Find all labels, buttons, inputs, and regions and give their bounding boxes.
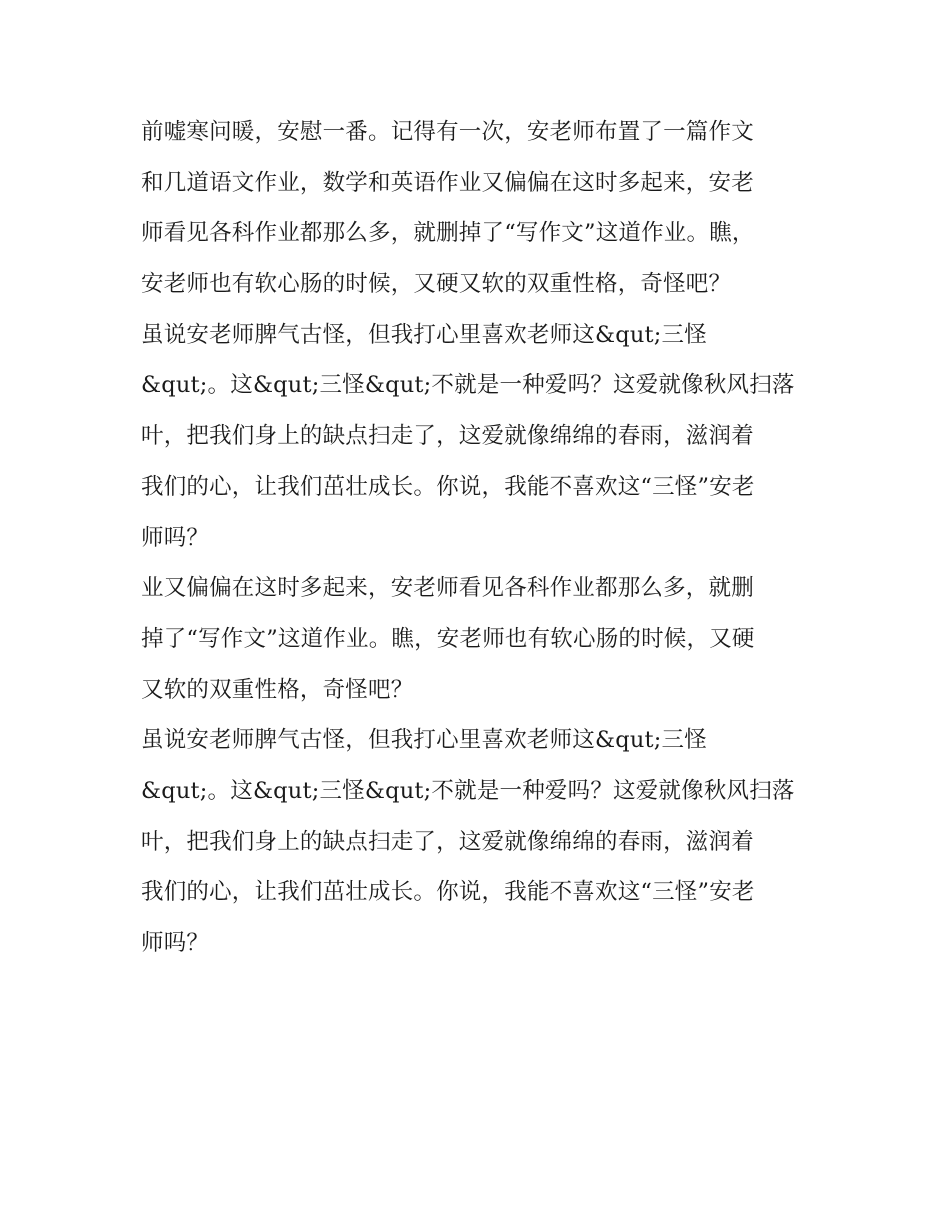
text-line: 和几道语文作业，数学和英语作业又偏偏在这时多起来，安老 xyxy=(141,169,754,196)
text-line: 业又偏偏在这时多起来，安老师看见各科作业都那么多，就删 xyxy=(141,575,754,602)
text-line: 又软的双重性格，奇怪吧？ xyxy=(141,676,414,703)
document-body xyxy=(141,107,821,969)
text-line: 师看见各科作业都那么多，就删掉了“写作文”这道作业。瞧， xyxy=(141,220,755,247)
text-line: &qut;。这&qut;三怪&qut;不就是一种爱吗？这爱就像秋风扫落 xyxy=(141,777,795,804)
text-line: 前嘘寒问暖，安慰一番。记得有一次，安老师布置了一篇作文 xyxy=(141,119,754,145)
text-line: 掉了“写作文”这道作业。瞧，安老师也有软心肠的时候，又硬 xyxy=(141,625,755,652)
text-line: 师吗？ xyxy=(141,930,210,956)
text-line: &qut;。这&qut;三怪&qut;不就是一种爱吗？这爱就像秋风扫落 xyxy=(141,372,795,399)
text-line: 虽说安老师脾气古怪，但我打心里喜欢老师这&qut;三怪 xyxy=(141,727,707,754)
text-line: 安老师也有软心肠的时候，又硬又软的双重性格，奇怪吧？ xyxy=(141,271,732,298)
text-line: 叶，把我们身上的缺点扫走了，这爱就像绵绵的春雨，滋润着 xyxy=(141,828,754,855)
text-line: 叶，把我们身上的缺点扫走了，这爱就像绵绵的春雨，滋润着 xyxy=(141,423,754,450)
text-line: 虽说安老师脾气古怪，但我打心里喜欢老师这&qut;三怪 xyxy=(141,321,707,348)
text-line: 我们的心，让我们茁壮成长。你说，我能不喜欢这“三怪”安老 xyxy=(141,473,755,500)
text-line: 我们的心，让我们茁壮成长。你说，我能不喜欢这“三怪”安老 xyxy=(141,879,755,906)
text-line: 师吗？ xyxy=(141,524,210,551)
